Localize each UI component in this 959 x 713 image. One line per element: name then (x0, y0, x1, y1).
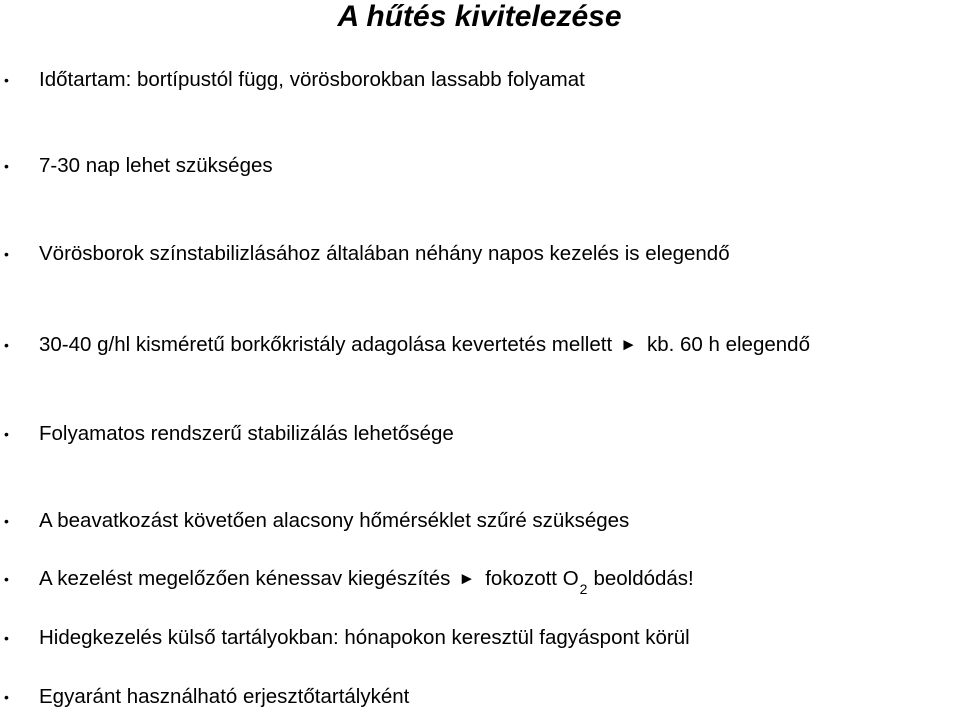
bullet-icon: • (4, 426, 9, 442)
bullet-icon: • (4, 513, 9, 529)
list-item-result-text-end: beoldódás! (593, 567, 694, 590)
list-item-text: Hidegkezelés külső tartályokban: hónapokon keresztül fagyáspont körül (39, 626, 690, 649)
bullet-icon: • (4, 571, 9, 587)
arrow-right-icon: ► (620, 335, 637, 354)
list-item-text: Időtartam: bortípustól függ, vörösborokban lassabb folyamat (39, 68, 585, 91)
list-item-text: A beavatkozást követően alacsony hőmérséklet szűré szükséges (39, 509, 630, 532)
bullet-icon: • (4, 689, 9, 705)
list-item-text: 7-30 nap lehet szükséges (39, 154, 273, 177)
subscript-text: 2 (579, 581, 588, 597)
list-item-text: Egyaránt használható erjesztőtartályként (39, 685, 410, 708)
list-item-result-text: kb. 60 h elegendő (646, 333, 810, 356)
arrow-right-icon: ► (458, 569, 476, 588)
bullet-icon: • (4, 158, 9, 174)
list-item-text: A kezelést megelőzően kénessav kiegészítés (39, 567, 451, 590)
bullet-icon: • (4, 246, 9, 262)
list-item-text: Vörösborok színstabilizlásához általában néhány napos kezelés is elegendő (39, 242, 730, 265)
page-title: A hűtés kivitelezése (337, 0, 622, 33)
bullet-icon: • (4, 72, 9, 88)
bullet-icon: • (4, 337, 9, 353)
list-item-result-text: fokozott O (485, 567, 579, 590)
bullet-icon: • (4, 630, 9, 646)
list-item-text: Folyamatos rendszerű stabilizálás lehetősége (39, 422, 454, 445)
list-item-text: 30-40 g/hl kisméretű borkőkristály adagolása kevertetés mellett (39, 333, 613, 356)
